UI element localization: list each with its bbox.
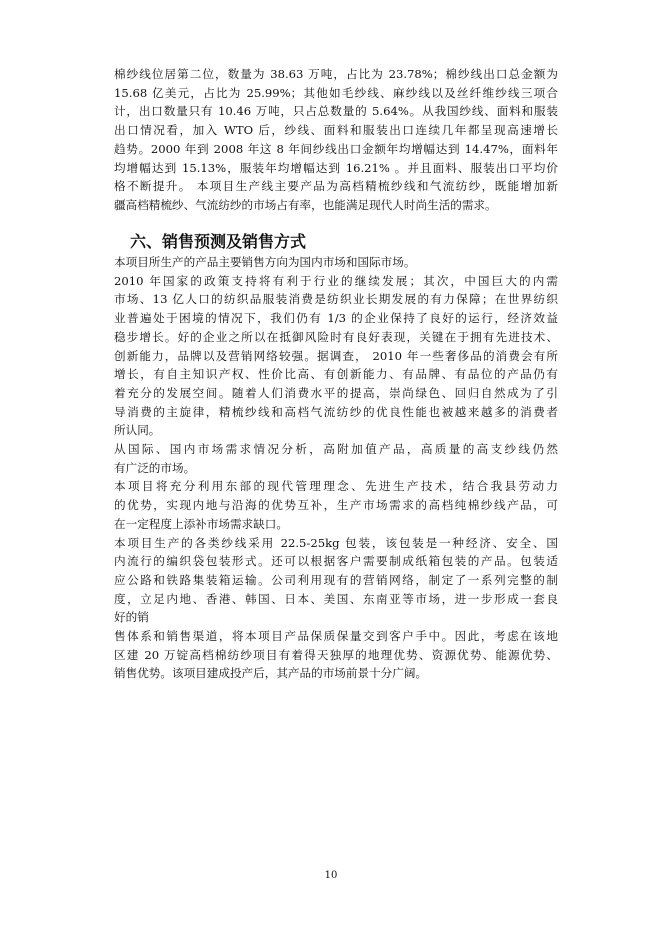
text-line: 市场、13 亿人口的纺织品服装消费是纺织业长期发展的有力保障；在世界纺织 xyxy=(114,292,558,307)
text-line: 2010 年国家的政策支持将有利于行业的继续发展；其次，中国巨大的内需 xyxy=(114,273,558,288)
text-line: 创新能力，品牌以及营销网络较强。据调查， 2010 年一些奢侈品的消费会有所 xyxy=(114,348,558,363)
section-heading: 六、销售预测及销售方式 xyxy=(130,232,307,251)
page-number: 10 xyxy=(324,870,338,881)
text-line: 内流行的编织袋包装形式。还可以根据客户需要制成纸箱包装的产品。包装适 xyxy=(114,554,558,569)
text-line: 应公路和铁路集装箱运输。公司利用现有的营销网络，制定了一系列完整的制 xyxy=(114,572,558,587)
text-line: 本项目生产的各类纱线采用 22.5-25kg 包装，该包装是一种经济、安全、国 xyxy=(114,535,558,550)
text-line: 区建 20 万锭高档棉纺纱项目有着得天独厚的地理优势、资源优势、能源优势、 xyxy=(114,647,558,662)
text-line: 所认同。 xyxy=(114,423,161,438)
text-line: 本项目所生产的产品主要销售方向为国内市场和国际市场。 xyxy=(114,255,416,269)
text-line: 趋势。2000 年到 2008 年这 8 年间纱线出口金额年均增幅达到 14.47%，面料年 xyxy=(114,141,558,156)
text-line: 出口情况看，加入 WTO 后，纱线、面料和服装出口连续几年都呈现高速增长 xyxy=(114,123,558,138)
text-line: 度，立足内地、香港、韩国、日本、美国、东南亚等市场，进一步形成一套良 xyxy=(114,591,558,606)
text-line: 均增幅达到 15.13%，服装年均增幅达到 16.21% 。并且面料、服装出口平均价 xyxy=(114,160,558,175)
text-line: 疆高档精梳纱、气流纺纱的市场占有率，也能满足现代人时尚生活的需求。 xyxy=(114,197,497,212)
text-line: 格不断提升。 本项目生产线主要产品为高档精梳纱线和气流纺纱，既能增加新 xyxy=(114,179,558,194)
text-line: 好的销 xyxy=(114,610,149,625)
text-line: 15.68 亿美元，占比为 25.99%；其他如毛纱线、麻纱线以及丝纤维纱线三项合 xyxy=(114,85,558,100)
text-line: 业普遍处于困境的情况下，我们仍有 1/3 的企业保持了良好的运行，经济效益 xyxy=(114,311,558,326)
text-line: 棉纱线位居第二位，数量为 38.63 万吨，占比为 23.78%；棉纱线出口总金额为 xyxy=(114,67,558,81)
text-line: 有广泛的市场。 xyxy=(114,460,196,475)
text-line: 销售优势。该项目建成投产后，其产品的市场前景十分广阔。 xyxy=(114,666,428,681)
text-line: 导消费的主旋律，精梳纱线和高档气流纺纱的优良性能也被越来越多的消费者 xyxy=(114,404,558,419)
text-line: 计，出口数量只有 10.46 万吨，只占总数量的 5.64%。从我国纱线、面料和服装 xyxy=(114,104,558,119)
text-line: 本项目将充分利用东部的现代管理理念、先进生产技术，结合我县劳动力 xyxy=(114,479,558,494)
text-line: 的优势，实现内地与沿海的优势互补，生产市场需求的高档纯棉纱线产品，可 xyxy=(114,498,558,513)
text-line: 着充分的发展空间。随着人们消费水平的提高，崇尚绿色、回归自然成为了引 xyxy=(114,385,558,400)
text-line: 增长，有自主知识产权、性价比高、有创新能力、有品牌、有品位的产品仍有 xyxy=(114,367,558,382)
text-line: 在一定程度上添补市场需求缺口。 xyxy=(114,516,288,531)
text-line: 从国际、国内市场需求情况分析，高附加值产品，高质量的高支纱线仍然 xyxy=(114,442,558,456)
text-line: 稳步增长。好的企业之所以在抵御风险时有良好表现，关键在于拥有先进技术、 xyxy=(114,329,558,344)
text-line: 售体系和销售渠道，将本项目产品保质保量交到客户手中。因此，考虑在该地 xyxy=(114,629,558,643)
